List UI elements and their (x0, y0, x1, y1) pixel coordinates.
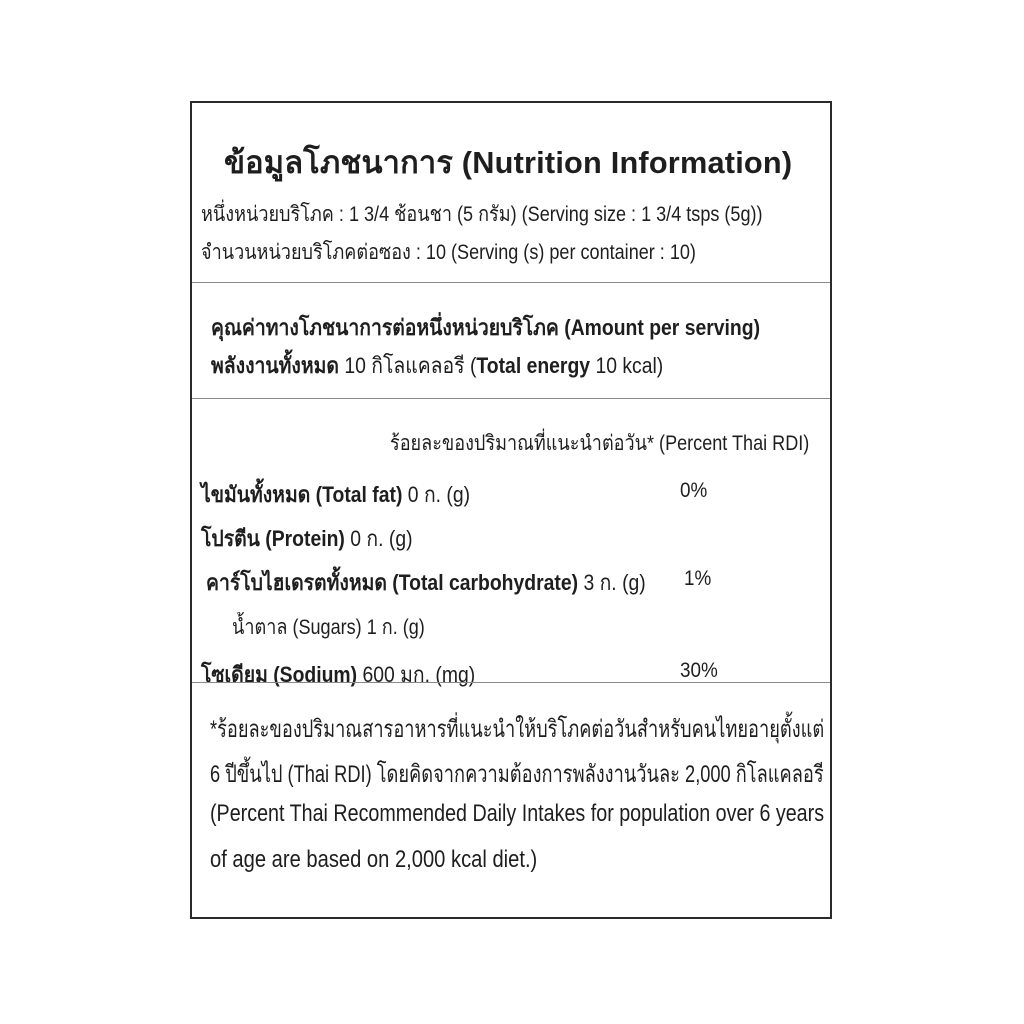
footnote-line-4: of age are based on 2,000 kcal diet.) (210, 846, 538, 873)
nutrient-label: โซเดียม (Sodium) (201, 662, 358, 687)
energy-value-th: 10 กิโลแคลอรี ( (344, 353, 477, 378)
nutrient-label: คาร์โบไฮเดรตทั้งหมด (Total carbohydrate) (206, 570, 579, 595)
nutrient-label: ไขมันทั้งหมด (Total fat) (201, 482, 403, 507)
rdi-header: ร้อยละของปริมาณที่แนะนำต่อวัน* (Percent Thai RDI) (390, 432, 810, 455)
amount-section (192, 283, 830, 398)
rdi-section (192, 399, 830, 687)
footnote-line-3: (Percent Thai Recommended Daily Intakes for population over 6 years (210, 800, 825, 827)
energy-label-en: Total energy (476, 353, 591, 378)
servings-per-container: จำนวนหน่วยบริโภคต่อซอง : 10 (Serving (s) per container : 10) (201, 241, 696, 264)
nutrient-amount: 600 มก. (mg) (362, 662, 476, 687)
nutrient-amount: 3 ก. (g) (583, 570, 646, 595)
nutrient-row-sugars: น้ำตาล (Sugars) 1 ก. (g) (232, 616, 425, 639)
nutrient-percent: 1% (684, 567, 712, 590)
amount-heading: คุณค่าทางโภชนาการต่อหนึ่งหน่วยบริโภค (Amount per serving) (211, 315, 761, 340)
header-section (192, 103, 830, 283)
nutrient-percent: 30% (680, 659, 718, 682)
energy-label: พลังงานทั้งหมด (211, 353, 339, 378)
total-energy (211, 348, 663, 383)
energy-value-en: 10 kcal) (595, 353, 664, 378)
nutrient-label: โปรตีน (Protein) (201, 526, 345, 551)
footnote-line-2: 6 ปีขึ้นไป (Thai RDI) โดยคิดจากความต้องการพลังงานวันละ 2,000 กิโลแคลอรี (210, 761, 824, 788)
footnote-line-1: *ร้อยละของปริมาณสารอาหารที่แนะนำให้บริโภคต่อวันสำหรับคนไทยอายุตั้งแต่ (210, 716, 825, 743)
nutrient-row-protein (201, 521, 413, 556)
footnote-section (192, 683, 830, 919)
nutrition-label (190, 101, 832, 919)
serving-size: หนึ่งหน่วยบริโภค : 1 3/4 ช้อนชา (5 กรัม) (Serving size : 1 3/4 tsps (5g)) (201, 203, 763, 226)
nutrient-amount: 0 ก. (g) (350, 526, 413, 551)
nutrient-row-carbohydrate (206, 565, 646, 600)
nutrient-amount: 0 ก. (g) (407, 482, 471, 507)
label-title: ข้อมูลโภชนาการ (Nutrition Information) (223, 145, 793, 180)
nutrient-percent: 0% (680, 479, 708, 502)
nutrient-row-total-fat (201, 477, 470, 512)
